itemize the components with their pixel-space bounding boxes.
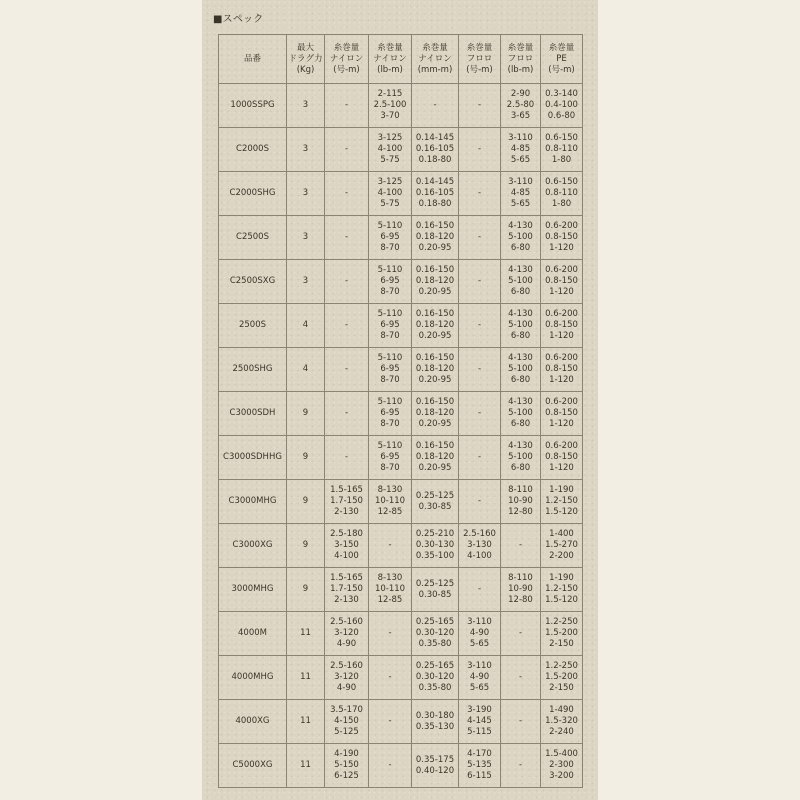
nylon-go-cell: 4-190 5-150 6-125 bbox=[325, 744, 369, 788]
header-nylon-go: 糸巻量 ナイロン (号-m) bbox=[325, 35, 369, 84]
pe-go-cell: 0.6-200 0.8-150 1-120 bbox=[541, 216, 583, 260]
model-cell: C2500S bbox=[219, 216, 287, 260]
model-cell: C5000XG bbox=[219, 744, 287, 788]
nylon-go-cell: - bbox=[325, 84, 369, 128]
fluoro-go-cell: 3-110 4-90 5-65 bbox=[459, 656, 501, 700]
spec-table bbox=[218, 34, 583, 788]
nylon-go-cell: 1.5-165 1.7-150 2-130 bbox=[325, 480, 369, 524]
max-drag-cell: 11 bbox=[287, 700, 325, 744]
max-drag-cell: 9 bbox=[287, 436, 325, 480]
nylon-mm-cell: 0.14-145 0.16-105 0.18-80 bbox=[412, 172, 459, 216]
nylon-lb-cell: 3-125 4-100 5-75 bbox=[369, 172, 412, 216]
table-header-row bbox=[219, 35, 583, 84]
nylon-lb-cell: 5-110 6-95 8-70 bbox=[369, 304, 412, 348]
fluoro-go-cell: - bbox=[459, 260, 501, 304]
nylon-lb-cell: - bbox=[369, 700, 412, 744]
model-cell: C2000S bbox=[219, 128, 287, 172]
nylon-lb-cell: 5-110 6-95 8-70 bbox=[369, 392, 412, 436]
pe-go-cell: 1-400 1.5-270 2-200 bbox=[541, 524, 583, 568]
model-cell: C2500SXG bbox=[219, 260, 287, 304]
header-fluoro-lb: 糸巻量 フロロ (lb-m) bbox=[501, 35, 541, 84]
nylon-mm-cell: 0.30-180 0.35-130 bbox=[412, 700, 459, 744]
fluoro-lb-cell: 4-130 5-100 6-80 bbox=[501, 216, 541, 260]
nylon-go-cell: 3.5-170 4-150 5-125 bbox=[325, 700, 369, 744]
fluoro-lb-cell: 4-130 5-100 6-80 bbox=[501, 436, 541, 480]
pe-go-cell: 1-190 1.2-150 1.5-120 bbox=[541, 480, 583, 524]
table-row bbox=[219, 700, 583, 744]
fluoro-go-cell: 3-190 4-145 5-115 bbox=[459, 700, 501, 744]
table-row bbox=[219, 436, 583, 480]
model-cell: C2000SHG bbox=[219, 172, 287, 216]
fluoro-go-cell: - bbox=[459, 128, 501, 172]
table-row bbox=[219, 480, 583, 524]
max-drag-cell: 3 bbox=[287, 128, 325, 172]
model-cell: 2500SHG bbox=[219, 348, 287, 392]
nylon-lb-cell: 8-130 10-110 12-85 bbox=[369, 480, 412, 524]
nylon-lb-cell: 8-130 10-110 12-85 bbox=[369, 568, 412, 612]
nylon-mm-cell: 0.16-150 0.18-120 0.20-95 bbox=[412, 436, 459, 480]
model-cell: 2500S bbox=[219, 304, 287, 348]
header-nylon-mm: 糸巻量 ナイロン (mm-m) bbox=[412, 35, 459, 84]
fluoro-go-cell: 4-170 5-135 6-115 bbox=[459, 744, 501, 788]
pe-go-cell: 1-490 1.5-320 2-240 bbox=[541, 700, 583, 744]
nylon-go-cell: - bbox=[325, 348, 369, 392]
nylon-go-cell: - bbox=[325, 216, 369, 260]
fluoro-go-cell: - bbox=[459, 348, 501, 392]
fluoro-lb-cell: 2-90 2.5-80 3-65 bbox=[501, 84, 541, 128]
fluoro-go-cell: 3-110 4-90 5-65 bbox=[459, 612, 501, 656]
max-drag-cell: 4 bbox=[287, 348, 325, 392]
model-cell: C3000MHG bbox=[219, 480, 287, 524]
fluoro-lb-cell: - bbox=[501, 612, 541, 656]
nylon-mm-cell: 0.25-165 0.30-120 0.35-80 bbox=[412, 612, 459, 656]
header-pe-go: 糸巻量 PE (号-m) bbox=[541, 35, 583, 84]
nylon-mm-cell: 0.16-150 0.18-120 0.20-95 bbox=[412, 304, 459, 348]
nylon-lb-cell: 3-125 4-100 5-75 bbox=[369, 128, 412, 172]
nylon-lb-cell: - bbox=[369, 744, 412, 788]
table-row bbox=[219, 744, 583, 788]
nylon-go-cell: 2.5-180 3-150 4-100 bbox=[325, 524, 369, 568]
max-drag-cell: 11 bbox=[287, 612, 325, 656]
table-row bbox=[219, 656, 583, 700]
table-row bbox=[219, 612, 583, 656]
spec-heading: ■スペック bbox=[213, 14, 264, 25]
max-drag-cell: 9 bbox=[287, 524, 325, 568]
nylon-go-cell: - bbox=[325, 260, 369, 304]
fluoro-go-cell: - bbox=[459, 436, 501, 480]
fluoro-go-cell: - bbox=[459, 392, 501, 436]
nylon-mm-cell: 0.16-150 0.18-120 0.20-95 bbox=[412, 392, 459, 436]
max-drag-cell: 9 bbox=[287, 392, 325, 436]
table-row bbox=[219, 84, 583, 128]
fluoro-lb-cell: 3-110 4-85 5-65 bbox=[501, 172, 541, 216]
nylon-mm-cell: 0.16-150 0.18-120 0.20-95 bbox=[412, 348, 459, 392]
model-cell: C3000SDH bbox=[219, 392, 287, 436]
pe-go-cell: 0.6-200 0.8-150 1-120 bbox=[541, 260, 583, 304]
max-drag-cell: 3 bbox=[287, 216, 325, 260]
nylon-lb-cell: - bbox=[369, 656, 412, 700]
nylon-go-cell: - bbox=[325, 392, 369, 436]
model-cell: C3000SDHHG bbox=[219, 436, 287, 480]
table-row bbox=[219, 348, 583, 392]
fluoro-lb-cell: 3-110 4-85 5-65 bbox=[501, 128, 541, 172]
table-row bbox=[219, 172, 583, 216]
model-cell: 1000SSPG bbox=[219, 84, 287, 128]
pe-go-cell: 0.6-200 0.8-150 1-120 bbox=[541, 392, 583, 436]
nylon-go-cell: 2.5-160 3-120 4-90 bbox=[325, 612, 369, 656]
nylon-go-cell: - bbox=[325, 304, 369, 348]
fluoro-lb-cell: 4-130 5-100 6-80 bbox=[501, 392, 541, 436]
nylon-lb-cell: 5-110 6-95 8-70 bbox=[369, 216, 412, 260]
max-drag-cell: 3 bbox=[287, 84, 325, 128]
nylon-lb-cell: 5-110 6-95 8-70 bbox=[369, 436, 412, 480]
max-drag-cell: 11 bbox=[287, 744, 325, 788]
table-row bbox=[219, 392, 583, 436]
max-drag-cell: 3 bbox=[287, 172, 325, 216]
nylon-go-cell: 1.5-165 1.7-150 2-130 bbox=[325, 568, 369, 612]
nylon-lb-cell: - bbox=[369, 612, 412, 656]
model-cell: 4000M bbox=[219, 612, 287, 656]
table-row bbox=[219, 128, 583, 172]
nylon-mm-cell: 0.35-175 0.40-120 bbox=[412, 744, 459, 788]
nylon-mm-cell: 0.16-150 0.18-120 0.20-95 bbox=[412, 216, 459, 260]
max-drag-cell: 3 bbox=[287, 260, 325, 304]
header-fluoro-go: 糸巻量 フロロ (号-m) bbox=[459, 35, 501, 84]
pe-go-cell: 0.6-200 0.8-150 1-120 bbox=[541, 436, 583, 480]
max-drag-cell: 4 bbox=[287, 304, 325, 348]
nylon-mm-cell: - bbox=[412, 84, 459, 128]
pe-go-cell: 0.6-200 0.8-150 1-120 bbox=[541, 348, 583, 392]
nylon-lb-cell: 5-110 6-95 8-70 bbox=[369, 260, 412, 304]
pe-go-cell: 0.6-150 0.8-110 1-80 bbox=[541, 128, 583, 172]
model-cell: 3000MHG bbox=[219, 568, 287, 612]
nylon-mm-cell: 0.25-165 0.30-120 0.35-80 bbox=[412, 656, 459, 700]
fluoro-lb-cell: 4-130 5-100 6-80 bbox=[501, 348, 541, 392]
nylon-go-cell: - bbox=[325, 128, 369, 172]
nylon-mm-cell: 0.25-125 0.30-85 bbox=[412, 480, 459, 524]
nylon-go-cell: - bbox=[325, 436, 369, 480]
pe-go-cell: 1.5-400 2-300 3-200 bbox=[541, 744, 583, 788]
model-cell: C3000XG bbox=[219, 524, 287, 568]
header-nylon-lb: 糸巻量 ナイロン (lb-m) bbox=[369, 35, 412, 84]
fluoro-lb-cell: 8-110 10-90 12-80 bbox=[501, 568, 541, 612]
fluoro-go-cell: 2.5-160 3-130 4-100 bbox=[459, 524, 501, 568]
fluoro-go-cell: - bbox=[459, 568, 501, 612]
fluoro-go-cell: - bbox=[459, 172, 501, 216]
header-max-drag: 最大 ドラグ力 (Kg) bbox=[287, 35, 325, 84]
fluoro-lb-cell: 4-130 5-100 6-80 bbox=[501, 260, 541, 304]
nylon-mm-cell: 0.25-210 0.30-130 0.35-100 bbox=[412, 524, 459, 568]
fluoro-go-cell: - bbox=[459, 84, 501, 128]
table-row bbox=[219, 216, 583, 260]
table-row bbox=[219, 304, 583, 348]
pe-go-cell: 1-190 1.2-150 1.5-120 bbox=[541, 568, 583, 612]
max-drag-cell: 11 bbox=[287, 656, 325, 700]
nylon-mm-cell: 0.25-125 0.30-85 bbox=[412, 568, 459, 612]
fluoro-go-cell: - bbox=[459, 480, 501, 524]
nylon-mm-cell: 0.16-150 0.18-120 0.20-95 bbox=[412, 260, 459, 304]
fluoro-lb-cell: - bbox=[501, 744, 541, 788]
nylon-lb-cell: 2-115 2.5-100 3-70 bbox=[369, 84, 412, 128]
model-cell: 4000MHG bbox=[219, 656, 287, 700]
nylon-mm-cell: 0.14-145 0.16-105 0.18-80 bbox=[412, 128, 459, 172]
pe-go-cell: 1.2-250 1.5-200 2-150 bbox=[541, 656, 583, 700]
table-row bbox=[219, 568, 583, 612]
header-model: 品番 bbox=[219, 35, 287, 84]
nylon-go-cell: 2.5-160 3-120 4-90 bbox=[325, 656, 369, 700]
nylon-lb-cell: 5-110 6-95 8-70 bbox=[369, 348, 412, 392]
table-row bbox=[219, 260, 583, 304]
fluoro-lb-cell: - bbox=[501, 700, 541, 744]
pe-go-cell: 0.6-150 0.8-110 1-80 bbox=[541, 172, 583, 216]
nylon-go-cell: - bbox=[325, 172, 369, 216]
fluoro-go-cell: - bbox=[459, 304, 501, 348]
nylon-lb-cell: - bbox=[369, 524, 412, 568]
max-drag-cell: 9 bbox=[287, 480, 325, 524]
spec-panel bbox=[202, 0, 598, 800]
fluoro-lb-cell: 8-110 10-90 12-80 bbox=[501, 480, 541, 524]
model-cell: 4000XG bbox=[219, 700, 287, 744]
table-row bbox=[219, 524, 583, 568]
fluoro-lb-cell: 4-130 5-100 6-80 bbox=[501, 304, 541, 348]
fluoro-lb-cell: - bbox=[501, 524, 541, 568]
fluoro-lb-cell: - bbox=[501, 656, 541, 700]
max-drag-cell: 9 bbox=[287, 568, 325, 612]
pe-go-cell: 0.6-200 0.8-150 1-120 bbox=[541, 304, 583, 348]
pe-go-cell: 0.3-140 0.4-100 0.6-80 bbox=[541, 84, 583, 128]
pe-go-cell: 1.2-250 1.5-200 2-150 bbox=[541, 612, 583, 656]
fluoro-go-cell: - bbox=[459, 216, 501, 260]
